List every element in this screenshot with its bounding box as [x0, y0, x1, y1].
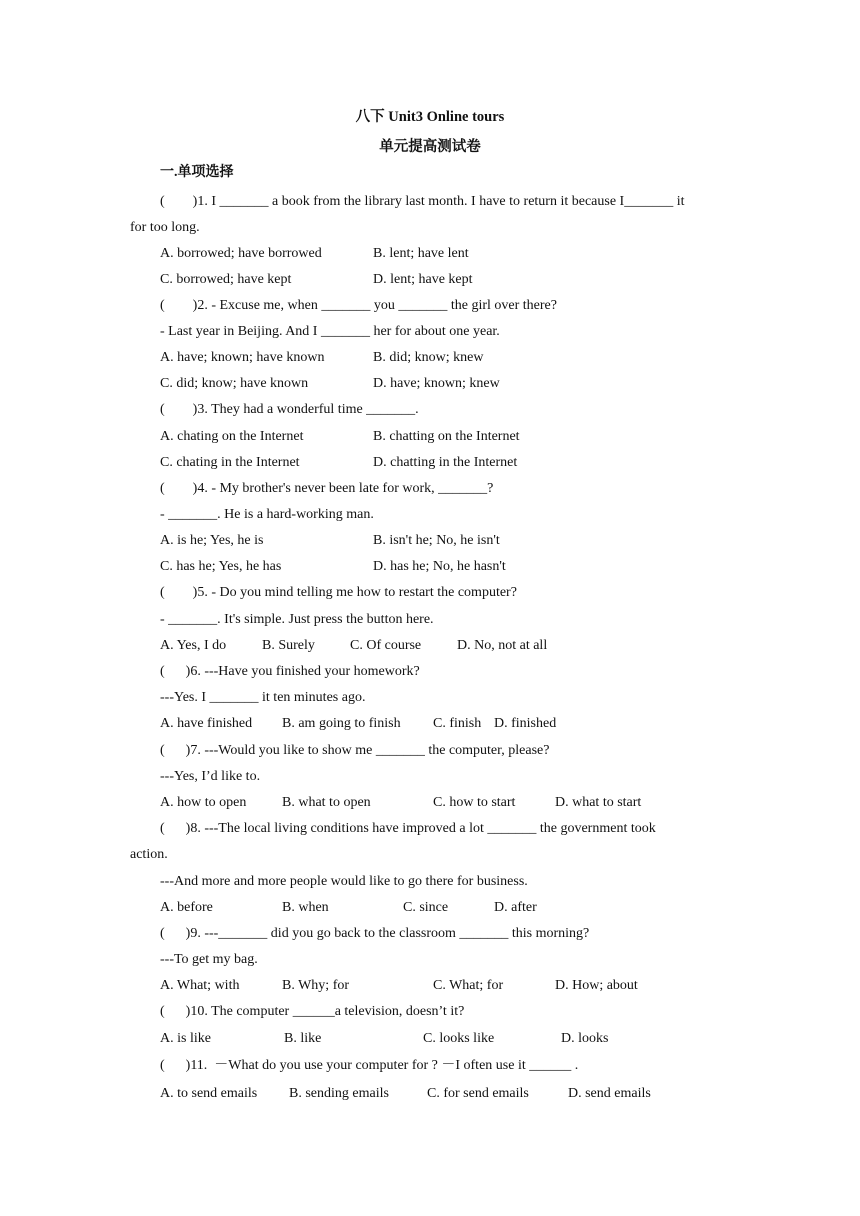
question-10-option-d: D. looks	[561, 1031, 609, 1046]
question-4-option-c: C. has he; Yes, he has	[160, 559, 282, 574]
question-7-option-c: C. how to start	[433, 795, 516, 810]
question-6-option-d: D. finished	[494, 716, 557, 731]
question-6-option-a: A. have finished	[160, 716, 253, 731]
question-6-stem: ( )6. ---Have you finished your homework?	[160, 664, 420, 679]
question-8-option-b: B. when	[282, 900, 329, 915]
question-9-stem-2: ---To get my bag.	[160, 952, 258, 967]
question-3-stem: ( )3. They had a wonderful time _______.	[160, 402, 419, 417]
question-7-option-b: B. what to open	[282, 795, 371, 810]
question-8-option-a: A. before	[160, 900, 213, 915]
question-3-option-a: A. chating on the Internet	[160, 429, 304, 444]
question-2-option-a: A. have; known; have known	[160, 350, 325, 365]
question-4-stem-2: - _______. He is a hard-working man.	[160, 507, 374, 522]
question-1-option-a: A. borrowed; have borrowed	[160, 246, 322, 261]
question-9-option-d: D. How; about	[555, 978, 638, 993]
question-8-option-c: C. since	[403, 900, 449, 915]
question-8-stem: ( )8. ---The local living conditions have improved a lot _______ the government took	[160, 821, 656, 836]
question-4-option-a: A. is he; Yes, he is	[160, 533, 264, 548]
question-8-option-d: D. after	[494, 900, 537, 915]
question-11-option-a: A. to send emails	[160, 1086, 258, 1101]
question-8-stem-cont: action.	[130, 847, 168, 862]
question-2-option-b: B. did; know; knew	[373, 350, 484, 365]
question-10-option-c: C. looks like	[423, 1031, 495, 1046]
question-10-option-b: B. like	[284, 1031, 322, 1046]
question-1-option-b: B. lent; have lent	[373, 246, 469, 261]
question-11-option-b: B. sending emails	[289, 1086, 389, 1101]
question-4-option-b: B. isn't he; No, he isn't	[373, 533, 500, 548]
question-11-option-d: D. send emails	[568, 1086, 651, 1101]
question-5-option-b: B. Surely	[262, 638, 315, 653]
question-10-stem: ( )10. The computer ______a television, doesn’t it?	[160, 1004, 465, 1019]
question-5-option-d: D. No, not at all	[457, 638, 548, 653]
section-heading: 一.单项选择	[160, 165, 234, 180]
question-9-option-a: A. What; with	[160, 978, 240, 993]
question-10-option-a: A. is like	[160, 1031, 211, 1046]
question-5-stem-2: - _______. It's simple. Just press the button here.	[160, 612, 434, 627]
question-5-option-a: A. Yes, I do	[160, 638, 227, 653]
question-1-option-c: C. borrowed; have kept	[160, 272, 292, 287]
question-2-stem-2: - Last year in Beijing. And I _______ her for about one year.	[160, 324, 500, 339]
question-7-option-d: D. what to start	[555, 795, 642, 810]
question-9-option-b: B. Why; for	[282, 978, 350, 993]
question-1-stem-cont: for too long.	[130, 220, 200, 235]
question-4-stem: ( )4. - My brother's never been late for work, _______?	[160, 481, 494, 496]
question-2-option-c: C. did; know; have known	[160, 376, 309, 391]
question-3-option-c: C. chating in the Internet	[160, 455, 300, 470]
question-1-option-d: D. lent; have kept	[373, 272, 473, 287]
question-5-option-c: C. Of course	[350, 638, 422, 653]
question-6-stem-2: ---Yes. I _______ it ten minutes ago.	[160, 690, 366, 705]
question-7-stem-2: ---Yes, I’d like to.	[160, 769, 261, 784]
question-6-option-c: C. finish	[433, 716, 482, 731]
question-2-option-d: D. have; known; knew	[373, 376, 500, 391]
question-9-stem: ( )9. ---_______ did you go back to the classroom _______ this morning?	[160, 926, 590, 941]
question-11-stem: ( )11. －What do you use your computer for ? －I often use it ______ .	[160, 1058, 579, 1073]
question-7-option-a: A. how to open	[160, 795, 247, 810]
question-6-option-b: B. am going to finish	[282, 716, 401, 731]
question-3-option-d: D. chatting in the Internet	[373, 455, 518, 470]
question-3-option-b: B. chatting on the Internet	[373, 429, 520, 444]
question-5-stem: ( )5. - Do you mind telling me how to restart the computer?	[160, 585, 517, 600]
question-9-option-c: C. What; for	[433, 978, 504, 993]
question-2-stem: ( )2. - Excuse me, when _______ you _______ the girl over there?	[160, 298, 557, 313]
page-subtitle: 单元提高测试卷	[379, 139, 481, 155]
page-title: 八下 Unit3 Online tours	[355, 109, 505, 125]
question-7-stem: ( )7. ---Would you like to show me _______ the computer, please?	[160, 743, 550, 758]
question-1-stem: ( )1. I _______ a book from the library last month. I have to return it because I_______ it	[160, 194, 685, 209]
question-4-option-d: D. has he; No, he hasn't	[373, 559, 506, 574]
question-11-option-c: C. for send emails	[427, 1086, 529, 1101]
question-8-stem-2: ---And more and more people would like to go there for business.	[160, 874, 528, 889]
